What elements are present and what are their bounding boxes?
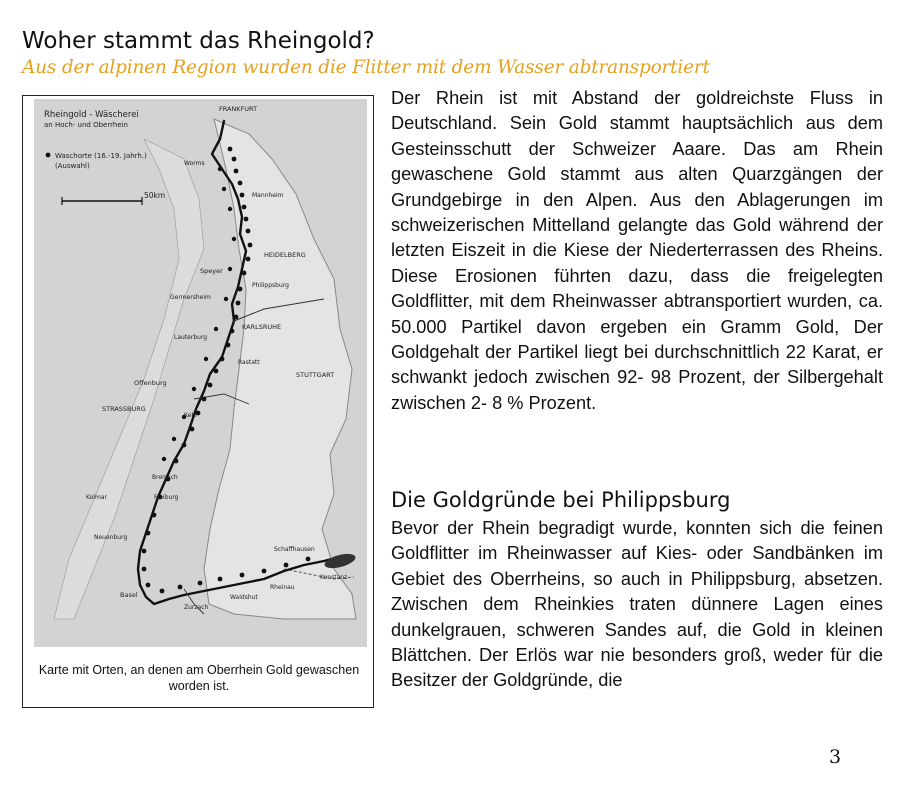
section-heading: Die Goldgründe bei Philippsburg [391, 488, 731, 512]
label-rheinau: Rheinau [270, 584, 295, 591]
label-breisach: Breisach [152, 474, 178, 481]
map-legend-note: (Auswahl) [55, 162, 90, 170]
label-basel: Basel [120, 591, 138, 599]
label-neuenburg: Neuenburg [94, 534, 128, 541]
label-freiburg: Freiburg [154, 494, 179, 501]
page-subtitle: Aus der alpinen Region wurden die Flitter mit dem Wasser abtransportiert [22, 57, 710, 78]
article-paragraph-1: Der Rhein ist mit Abstand der goldreichste Fluss in Deutschland. Sein Gold stammt hauptsächlich aus dem Gesteinsschutt der Schweizer Aaare. Das am Rhein gewaschene Gold stammt aus alten Quarzgängen der Grundgebirge in den Alpen. Aus den Ablagerungen im schweizerischen Mittelland gelangte das Gold während der letzten Eiszeit in die Kiese der Niederterrassen des Rheins. Diese Erosionen führten dazu, dass die freigelegten Goldflitter, mit dem Rheinwasser abtransportiert wurden, ca. 50.000 Partikel davon ergeben ein Gramm Gold, Der Goldgehalt der Partikel liegt bei durchschnittlich 22 Karat, er schwankt jedoch zwischen 92- 98 Prozent, der Silbergehalt zwischen 2- 8 % Prozent. [391, 88, 883, 413]
label-worms: Worms [184, 160, 205, 167]
label-karlsruhe: KARLSRUHE [242, 323, 282, 331]
label-kolmar: Kolmar [86, 494, 107, 501]
page-title: Woher stammt das Rheingold? [22, 28, 375, 54]
rheingold-map [34, 99, 367, 647]
label-offenburg: Offenburg [134, 379, 167, 387]
figure-caption: Karte mit Orten, an denen am Oberrhein Gold gewaschen worden ist. [38, 663, 360, 693]
label-germersheim: Germersheim [170, 294, 211, 301]
label-rastatt: Rastatt [238, 359, 260, 366]
label-konstanz: Konstanz [320, 574, 348, 581]
map-title: Rheingold - Wäscherei [44, 110, 139, 120]
label-strassburg: STRASSBURG [102, 405, 146, 413]
label-heidelberg: HEIDELBERG [264, 251, 306, 259]
label-schaffhausen: Schaffhausen [274, 546, 315, 553]
label-frankfurt: FRANKFURT [219, 105, 258, 113]
label-zurzach: Zurzach [184, 604, 209, 611]
article-paragraph-2: Bevor der Rhein begradigt wurde, konnten sich die feinen Goldflitter im Rheinwasser auf Kies- oder Sandbänken im Gebiet des Oberrheins, so auch in Philippsburg, absetzen. Zwischen dem Rheinkies traten dünnere Lagen eines dunkelgrauen, schweren Sandes auf, die Gold in kleinen Blättchen. Der Erlös war nie besonders groß, weder für die Besitzer der Goldgründe, die [391, 518, 883, 691]
map-graphic [34, 99, 367, 647]
map-subtitle: an Hoch- und Oberrhein [44, 121, 128, 129]
label-mannheim: Mannheim [252, 192, 284, 199]
page-number: 3 [829, 746, 842, 768]
label-philippsburg: Philippsburg [252, 282, 289, 289]
label-speyer: Speyer [200, 267, 223, 275]
map-figure [22, 95, 374, 708]
label-stuttgart: STUTTGART [296, 371, 335, 379]
label-waldshut: Waldshut [230, 594, 258, 601]
label-lauterburg: Lauterburg [174, 334, 208, 341]
label-kehl: Kehl [184, 412, 197, 419]
map-legend: Waschorte (16.-19. Jahrh.) [55, 152, 147, 160]
map-scale: 50km [144, 191, 166, 200]
